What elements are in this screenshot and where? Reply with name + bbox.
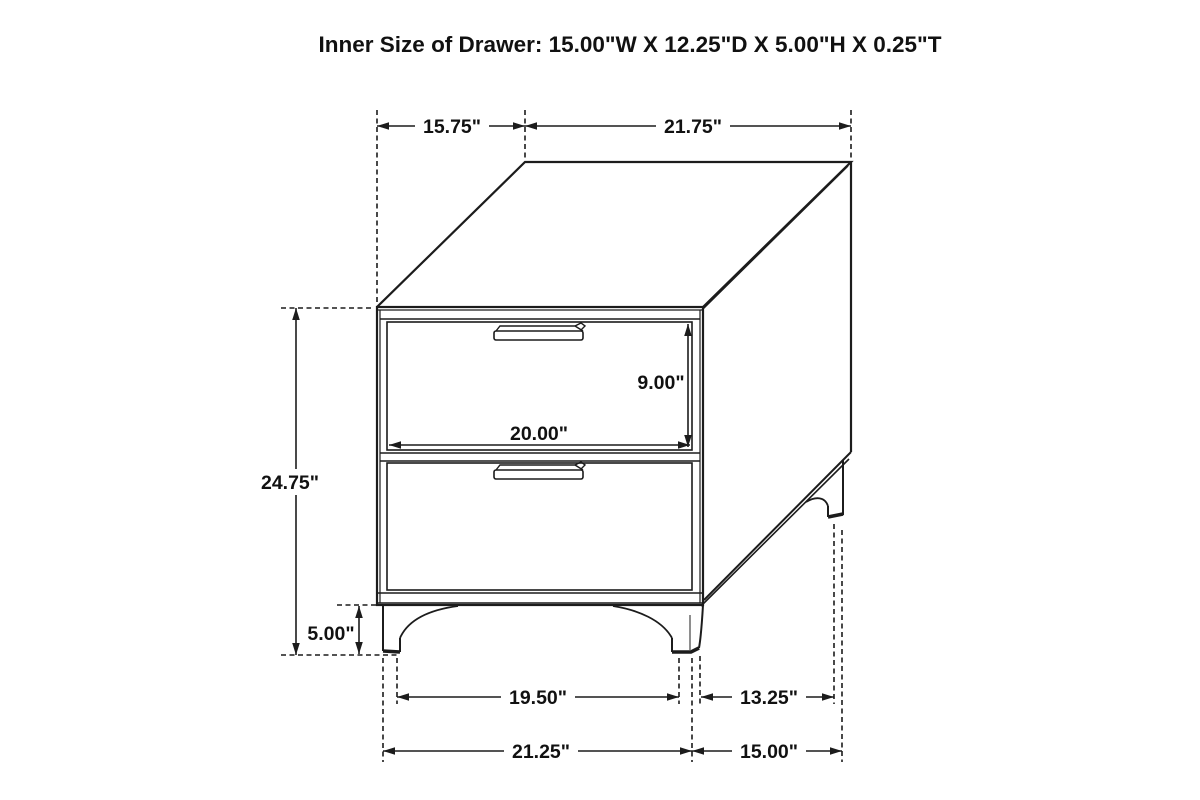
label-front-leg-inner-span: 19.50"	[508, 687, 568, 709]
cabinet-body	[377, 162, 851, 606]
label-top-width: 21.75"	[663, 116, 723, 138]
dimension-lines	[296, 126, 851, 751]
label-side-leg-outer-span: 15.00"	[739, 741, 799, 763]
label-overall-height: 24.75"	[260, 472, 320, 494]
top-face	[377, 162, 851, 307]
drawer-1-handle	[494, 323, 585, 340]
drawer-2-handle	[494, 462, 585, 479]
top-face-edge-band	[702, 166, 848, 310]
label-side-leg-inner-span: 13.25"	[739, 687, 799, 709]
drawer-2	[387, 462, 692, 590]
front-left-leg	[383, 605, 458, 652]
side-bottom-edge	[704, 452, 851, 600]
drawer-2-front	[387, 463, 692, 590]
label-top-depth: 15.75"	[422, 116, 482, 138]
front-face	[377, 307, 703, 605]
diagram-title: Inner Size of Drawer: 15.00"W X 12.25"D X 5.00"H X 0.25"T	[318, 32, 942, 57]
back-right-leg	[806, 460, 843, 517]
front-right-leg	[613, 605, 703, 652]
label-drawer-front-height: 9.00"	[637, 372, 685, 394]
label-drawer-front-width: 20.00"	[509, 423, 569, 445]
label-leg-height: 5.00"	[307, 623, 355, 645]
side-bottom-edge-band	[701, 459, 849, 606]
label-front-leg-outer-span: 21.25"	[511, 741, 571, 763]
